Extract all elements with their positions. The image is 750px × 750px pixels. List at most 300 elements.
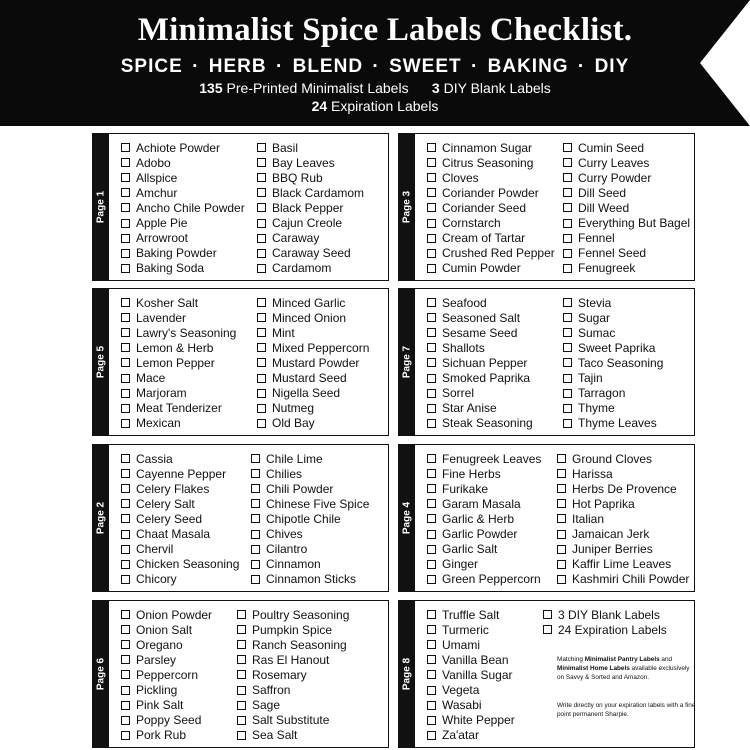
- checkbox[interactable]: [257, 404, 266, 413]
- item-label: Chile Lime: [266, 451, 323, 466]
- checkbox[interactable]: [121, 298, 130, 307]
- checkbox[interactable]: [237, 625, 246, 634]
- page-tab: [399, 289, 415, 435]
- item-label: Seafood: [442, 295, 487, 310]
- note-text: Minimalist Home Labels: [557, 665, 630, 672]
- checklist-item: [121, 215, 245, 230]
- checkbox[interactable]: [557, 484, 566, 493]
- checkbox[interactable]: [427, 686, 436, 695]
- checkbox[interactable]: [563, 203, 572, 212]
- checkbox[interactable]: [257, 173, 266, 182]
- checkbox[interactable]: [121, 716, 130, 725]
- item-label: Kosher Salt: [136, 295, 199, 310]
- checkbox[interactable]: [563, 404, 572, 413]
- checkbox[interactable]: [563, 158, 572, 167]
- checkbox[interactable]: [427, 404, 436, 413]
- checkbox[interactable]: [121, 560, 130, 569]
- checklist-item: [121, 637, 212, 652]
- checklist-column: [121, 140, 245, 276]
- category-sweet: SWEET: [389, 56, 462, 77]
- item-label: Dill Seed: [578, 185, 627, 200]
- checkbox[interactable]: [257, 328, 266, 337]
- checkbox[interactable]: [563, 219, 572, 228]
- checkbox[interactable]: [121, 313, 130, 322]
- checkbox[interactable]: [121, 234, 130, 243]
- checkbox[interactable]: [427, 670, 436, 679]
- checklist-item: [563, 386, 663, 401]
- checkbox[interactable]: [563, 249, 572, 258]
- checklist-item: [251, 572, 369, 587]
- checkbox[interactable]: [427, 640, 436, 649]
- item-label: Meat Tenderizer: [136, 401, 222, 416]
- checkbox[interactable]: [121, 625, 130, 634]
- checkbox[interactable]: [427, 173, 436, 182]
- category-spice: SPICE: [120, 56, 183, 77]
- checkbox[interactable]: [251, 530, 260, 539]
- checkbox[interactable]: [427, 575, 436, 584]
- item-label: Hot Paprika: [572, 496, 635, 511]
- checklist-item: [257, 140, 364, 155]
- item-label: Mustard Seed: [272, 371, 347, 386]
- item-label: Smoked Paprika: [442, 371, 531, 386]
- checkbox[interactable]: [543, 610, 552, 619]
- checkbox[interactable]: [251, 545, 260, 554]
- checkbox[interactable]: [427, 143, 436, 152]
- checkbox[interactable]: [121, 143, 130, 152]
- checkbox[interactable]: [121, 358, 130, 367]
- checklist-item: [257, 170, 364, 185]
- checklist-item: [121, 370, 236, 385]
- checkbox[interactable]: [237, 701, 246, 710]
- category-separator: ·: [192, 56, 200, 77]
- checkbox[interactable]: [563, 389, 572, 398]
- checklist-column: [563, 295, 663, 431]
- item-label: Nutmeg: [272, 401, 315, 416]
- checkbox[interactable]: [121, 404, 130, 413]
- item-label: Cajun Creole: [272, 216, 343, 231]
- checkbox[interactable]: [251, 499, 260, 508]
- checkbox[interactable]: [563, 143, 572, 152]
- page-tab-label: Page 5: [95, 345, 107, 379]
- checklist-item: [557, 526, 689, 541]
- checkbox[interactable]: [557, 545, 566, 554]
- checkbox[interactable]: [557, 469, 566, 478]
- checklist-item: [121, 698, 212, 713]
- item-label: Parsley: [136, 652, 177, 667]
- checkbox[interactable]: [427, 203, 436, 212]
- checklist-item: [563, 340, 663, 355]
- item-label: Coriander Seed: [442, 200, 527, 215]
- checkbox[interactable]: [121, 374, 130, 383]
- checkbox[interactable]: [257, 419, 266, 428]
- checkbox[interactable]: [257, 374, 266, 383]
- checkbox[interactable]: [427, 358, 436, 367]
- page-tab-label: Page 4: [401, 501, 413, 535]
- category-blend: BLEND: [292, 56, 364, 77]
- checkbox[interactable]: [237, 670, 246, 679]
- checklist-item: [563, 215, 690, 230]
- checkbox[interactable]: [251, 560, 260, 569]
- checkbox[interactable]: [563, 328, 572, 337]
- page-title: Minimalist Spice Labels Checklist.: [137, 12, 633, 48]
- checkbox[interactable]: [427, 158, 436, 167]
- item-label: Kashmiri Chili Powder: [572, 572, 690, 587]
- checklist-item: [427, 557, 541, 572]
- checklist-item: [557, 557, 689, 572]
- item-label: Garlic Salt: [442, 542, 498, 557]
- checkbox[interactable]: [557, 575, 566, 584]
- checkbox[interactable]: [427, 514, 436, 523]
- checkbox[interactable]: [121, 343, 130, 352]
- checkbox[interactable]: [427, 313, 436, 322]
- checkbox[interactable]: [237, 640, 246, 649]
- checkbox[interactable]: [257, 358, 266, 367]
- page-tab-label: Page 8: [401, 657, 413, 691]
- checklist-item: [257, 246, 364, 261]
- item-label: Garam Masala: [442, 496, 521, 511]
- checklist-item: [121, 231, 245, 246]
- item-label: Poppy Seed: [136, 713, 202, 728]
- checkbox[interactable]: [427, 701, 436, 710]
- item-label: Chicken Seasoning: [136, 557, 240, 572]
- item-label: Cassia: [136, 451, 173, 466]
- checklist-item: [121, 340, 236, 355]
- page-tab: [399, 445, 415, 591]
- item-label: Shallots: [442, 340, 485, 355]
- checklist-item: [237, 728, 349, 743]
- checklist-item: [427, 185, 555, 200]
- item-label: Cinnamon Sticks: [266, 572, 357, 587]
- checklist-item: [557, 542, 689, 557]
- checkbox[interactable]: [427, 560, 436, 569]
- checklist-item: [427, 542, 541, 557]
- checkbox[interactable]: [237, 686, 246, 695]
- page-tab: [93, 134, 109, 280]
- checklist-item: [557, 496, 689, 511]
- checklist-item: [121, 481, 239, 496]
- checklist-column: [121, 451, 239, 587]
- checklist-item: [563, 246, 690, 261]
- checklist-item: [427, 231, 555, 246]
- checkbox[interactable]: [257, 313, 266, 322]
- checklist-item: [251, 496, 369, 511]
- checklist-item: [427, 215, 555, 230]
- checklist-panel-page-4: [398, 444, 695, 592]
- item-label: Cumin Seed: [578, 140, 645, 155]
- checklist-item: [121, 140, 245, 155]
- checklist-item: [427, 511, 541, 526]
- item-label: Vanilla Bean: [442, 652, 509, 667]
- item-label: Peppercorn: [136, 667, 199, 682]
- count-text: Pre-Printed Minimalist Labels: [222, 80, 409, 96]
- checkbox[interactable]: [251, 575, 260, 584]
- checklist-item: [121, 652, 212, 667]
- checklist-item: [427, 572, 541, 587]
- checklist-column: [427, 451, 541, 587]
- checkbox[interactable]: [557, 499, 566, 508]
- checkbox[interactable]: [257, 188, 266, 197]
- checkbox[interactable]: [427, 655, 436, 664]
- item-label: Sorrel: [442, 386, 475, 401]
- item-label: Stevia: [578, 295, 612, 310]
- item-label: Black Pepper: [272, 200, 344, 215]
- checkbox[interactable]: [121, 264, 130, 273]
- item-label: Fenugreek: [578, 261, 636, 276]
- checkbox[interactable]: [427, 454, 436, 463]
- checkbox[interactable]: [563, 173, 572, 182]
- checkbox[interactable]: [257, 343, 266, 352]
- item-label: Mixed Peppercorn: [272, 340, 370, 355]
- checkbox[interactable]: [251, 454, 260, 463]
- checkbox[interactable]: [121, 173, 130, 182]
- checkbox[interactable]: [427, 298, 436, 307]
- checkbox[interactable]: [257, 234, 266, 243]
- item-label: Ranch Seasoning: [252, 637, 347, 652]
- item-label: Kaffir Lime Leaves: [572, 557, 672, 572]
- checklist-item: [121, 526, 239, 541]
- checkbox[interactable]: [251, 514, 260, 523]
- checkbox[interactable]: [121, 454, 130, 463]
- checklist-item: [257, 200, 364, 215]
- checklist-item: [427, 310, 533, 325]
- checklist-column: [257, 295, 369, 431]
- checkbox[interactable]: [427, 419, 436, 428]
- checkbox[interactable]: [257, 264, 266, 273]
- checkbox[interactable]: [427, 625, 436, 634]
- item-label: Garlic & Herb: [442, 511, 515, 526]
- checklist-item: [121, 682, 212, 697]
- checkbox[interactable]: [427, 343, 436, 352]
- checkbox[interactable]: [121, 575, 130, 584]
- checklist-item: [427, 340, 533, 355]
- item-label: Pumpkin Spice: [252, 622, 333, 637]
- checkbox[interactable]: [121, 499, 130, 508]
- item-label: Cilantro: [266, 542, 308, 557]
- checkbox[interactable]: [121, 249, 130, 258]
- checkbox[interactable]: [121, 610, 130, 619]
- checklist-item: [121, 622, 212, 637]
- checkbox[interactable]: [543, 625, 552, 634]
- checklist-item: [427, 481, 541, 496]
- checkbox[interactable]: [257, 143, 266, 152]
- item-label: Turmeric: [442, 622, 489, 637]
- checkbox[interactable]: [427, 484, 436, 493]
- sharpie-note: Write directly on your expiration labels with a fine point permanent Sharpie.: [557, 702, 696, 718]
- checkbox[interactable]: [121, 328, 130, 337]
- checklist-item: [121, 200, 245, 215]
- checkbox[interactable]: [121, 640, 130, 649]
- checkbox[interactable]: [121, 701, 130, 710]
- checkbox[interactable]: [427, 716, 436, 725]
- checkbox[interactable]: [121, 188, 130, 197]
- checkbox[interactable]: [121, 389, 130, 398]
- item-label: Sea Salt: [252, 728, 298, 743]
- page-tab-label: Page 6: [95, 657, 107, 691]
- checkbox[interactable]: [121, 158, 130, 167]
- checklist-item: [427, 370, 533, 385]
- checklist-item: [563, 370, 663, 385]
- checkbox[interactable]: [257, 249, 266, 258]
- checklist-item: [563, 170, 690, 185]
- checkbox[interactable]: [427, 219, 436, 228]
- checkbox[interactable]: [121, 514, 130, 523]
- checkbox[interactable]: [563, 264, 572, 273]
- checkbox[interactable]: [557, 514, 566, 523]
- checklist-item: [427, 667, 515, 682]
- checkbox[interactable]: [257, 389, 266, 398]
- checklist-item: [251, 542, 369, 557]
- checkbox[interactable]: [121, 670, 130, 679]
- checkbox[interactable]: [237, 731, 246, 740]
- checkbox[interactable]: [427, 731, 436, 740]
- item-label: Wasabi: [442, 698, 482, 713]
- checklist-item: [543, 622, 667, 637]
- checklist-item: [251, 481, 369, 496]
- item-label: Tajin: [578, 371, 603, 386]
- checklist-item: [427, 170, 555, 185]
- checkbox[interactable]: [427, 264, 436, 273]
- checklist-item: [251, 451, 369, 466]
- item-label: Baking Soda: [136, 261, 205, 276]
- checklist-item: [121, 246, 245, 261]
- checklist-item: [237, 667, 349, 682]
- item-label: Mustard Powder: [272, 355, 360, 370]
- checkbox[interactable]: [427, 328, 436, 337]
- checkbox[interactable]: [251, 469, 260, 478]
- item-label: 24 Expiration Labels: [558, 622, 667, 637]
- item-label: Sage: [252, 698, 281, 713]
- checkbox[interactable]: [121, 219, 130, 228]
- checklist-column: [557, 451, 689, 587]
- checklist-item: [563, 325, 663, 340]
- checklist-panel-page-2: [92, 444, 389, 592]
- item-label: Harissa: [572, 466, 613, 481]
- item-label: Ginger: [442, 557, 479, 572]
- page-tab: [93, 601, 109, 747]
- checklist-item: [257, 386, 369, 401]
- checkbox[interactable]: [563, 188, 572, 197]
- checklist-item: [563, 140, 690, 155]
- checklist-item: [427, 682, 515, 697]
- checkbox[interactable]: [427, 188, 436, 197]
- checkbox[interactable]: [121, 655, 130, 664]
- checkbox[interactable]: [427, 389, 436, 398]
- checkbox[interactable]: [427, 469, 436, 478]
- checkbox[interactable]: [121, 530, 130, 539]
- item-label: Steak Seasoning: [442, 416, 533, 431]
- checkbox[interactable]: [121, 731, 130, 740]
- label-counts-line-1: [0, 80, 750, 96]
- checkbox[interactable]: [427, 499, 436, 508]
- checkbox[interactable]: [237, 716, 246, 725]
- item-label: Dill Weed: [578, 200, 630, 215]
- category-diy: DIY: [594, 56, 630, 77]
- checklist-item: [121, 542, 239, 557]
- checkbox[interactable]: [427, 545, 436, 554]
- checklist-item: [121, 557, 239, 572]
- item-label: Garlic Powder: [442, 527, 518, 542]
- checklist-panel-page-7: [398, 288, 695, 436]
- checkbox[interactable]: [121, 203, 130, 212]
- item-label: Umami: [442, 637, 480, 652]
- checklist-item: [121, 728, 212, 743]
- checklist-column: [427, 140, 555, 276]
- checkbox[interactable]: [427, 610, 436, 619]
- checkbox[interactable]: [563, 298, 572, 307]
- checkbox[interactable]: [427, 249, 436, 258]
- checkbox[interactable]: [427, 530, 436, 539]
- checkbox[interactable]: [121, 469, 130, 478]
- item-label: Star Anise: [442, 401, 497, 416]
- checklist-item: [237, 607, 349, 622]
- checklist-item: [427, 401, 533, 416]
- checklist-item: [427, 526, 541, 541]
- checkbox[interactable]: [237, 655, 246, 664]
- checkbox[interactable]: [427, 374, 436, 383]
- checklist-item: [251, 557, 369, 572]
- item-label: Onion Salt: [136, 622, 193, 637]
- checkbox[interactable]: [557, 530, 566, 539]
- item-label: Black Cardamom: [272, 185, 365, 200]
- item-label: Thyme Leaves: [578, 416, 657, 431]
- checklist-item: [121, 355, 236, 370]
- item-label: Salt Substitute: [252, 713, 330, 728]
- checkbox[interactable]: [563, 234, 572, 243]
- note-text: available exclusively on Savvy & Sorted and Amazon.: [557, 665, 690, 681]
- item-label: Sichuan Pepper: [442, 355, 528, 370]
- checkbox[interactable]: [563, 358, 572, 367]
- checkbox[interactable]: [563, 374, 572, 383]
- checklist-item: [121, 713, 212, 728]
- checklist-item: [563, 261, 690, 276]
- checkbox[interactable]: [257, 298, 266, 307]
- checkbox[interactable]: [427, 234, 436, 243]
- item-label: Celery Flakes: [136, 481, 210, 496]
- item-label: Fenugreek Leaves: [442, 451, 542, 466]
- count-number: 3: [431, 80, 440, 96]
- checkbox[interactable]: [257, 219, 266, 228]
- checklist-item: [563, 185, 690, 200]
- item-label: Baking Powder: [136, 246, 217, 261]
- checkbox[interactable]: [121, 419, 130, 428]
- item-label: Herbs De Provence: [572, 481, 677, 496]
- checkbox[interactable]: [121, 484, 130, 493]
- checkbox[interactable]: [557, 560, 566, 569]
- checkbox[interactable]: [557, 454, 566, 463]
- item-label: Chicory: [136, 572, 177, 587]
- note-text: and: [659, 656, 673, 663]
- checklist-column: [121, 295, 236, 431]
- item-label: Truffle Salt: [442, 607, 500, 622]
- checklist-column: [427, 607, 515, 743]
- checkbox[interactable]: [563, 343, 572, 352]
- checkbox[interactable]: [237, 610, 246, 619]
- checkbox[interactable]: [257, 158, 266, 167]
- item-label: Lavender: [136, 310, 187, 325]
- checkbox[interactable]: [563, 419, 572, 428]
- item-label: Caraway Seed: [272, 246, 351, 261]
- checkbox[interactable]: [251, 484, 260, 493]
- item-label: Celery Salt: [136, 496, 195, 511]
- checklist-item: [237, 682, 349, 697]
- checkbox[interactable]: [121, 686, 130, 695]
- checkbox[interactable]: [121, 545, 130, 554]
- count-number: 135: [199, 80, 223, 96]
- checkbox[interactable]: [257, 203, 266, 212]
- checklist-item: [257, 416, 369, 431]
- checkbox[interactable]: [563, 313, 572, 322]
- page-tab: [93, 445, 109, 591]
